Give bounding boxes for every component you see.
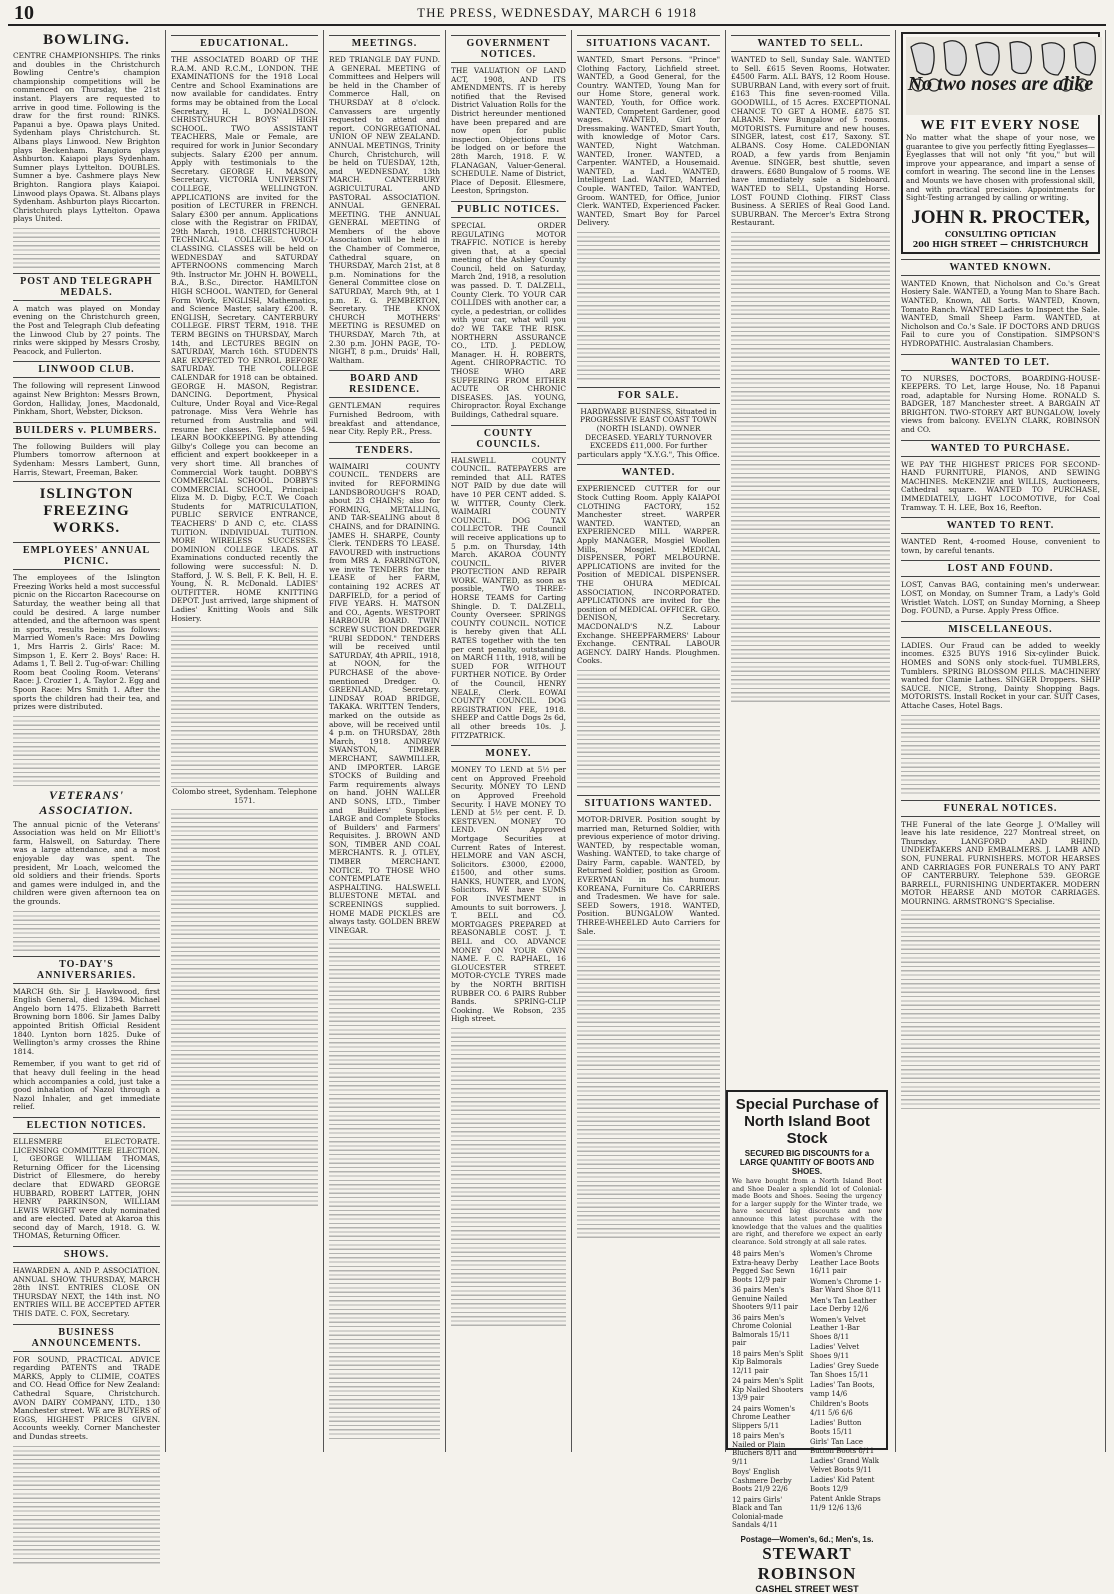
lost-found-heading: LOST AND FOUND. [901,560,1100,577]
boot-ad-item: Ladies' Grand Walk Velvet Boots 9/11 [810,1457,879,1474]
veterans-heading: VETERANS' ASSOCIATION. [39,787,134,817]
optician-body: No matter what the shape of your nose, we guarantee to give you perfectly fitting Eyeglasses—Eyeglasses that will not only "fit you," but will improve your appearance, and impart a sense of comfort in wearing. The second line in the Lenses and Mounts we have chosen with professional skill, and with practical precision. Appointments for Sight-Testing arranged by calling or writing. [906,133,1095,203]
government-body: THE VALUATION OF LAND ACT, 1908, AND ITS AMENDMENTS. IT is hereby notified that the Revised District Valuation Rolls for the District hereunder mentioned have been prepared and are now open for public inspection. Objections must be lodged on or before the 28th March, 1918. F. W. FLANAGAN, Valuer-General. SCHEDULE. Name of District, Place of Deposit. Ellesmere, Leeston, Springston. [451,66,566,196]
for-sale-heading: FOR SALE. [577,387,720,404]
to-purchase-heading: WANTED TO PURCHASE. [901,440,1100,457]
business-heading: BUSINESS ANNOUNCEMENTS. [13,1324,160,1352]
column-2 [166,30,324,1452]
boot-ad-store-name: STEWART ROBINSON [757,1543,857,1583]
optician-address: 200 HIGH STREET — CHRISTCHURCH [912,238,1089,249]
column-1 [8,30,166,1452]
column-4 [446,30,572,1452]
boot-ad-item: Ladies' Grey Suede Tan Shoes 15/11 [810,1362,879,1379]
boot-ad-item: 48 pairs Men's Extra-heavy Derby Pegged Sac Sewn Boots 12/9 pair [732,1250,799,1284]
to-let-heading: WANTED TO LET. [901,354,1100,371]
boot-ad-item: 18 pairs Men's Split Kip Balmorals 12/11 pair [732,1349,804,1375]
government-heading: GOVERNMENT NOTICES. [451,35,566,63]
boot-ad-item: Ladies' Kid Patent Boots 12/9 [810,1476,875,1493]
for-sale-body: HARDWARE BUSINESS, Situated in PROGRESSIVE EAST COAST TOWN (NORTH ISLAND). OWNER DECEASED. YEARLY TURNOVER EXCEEDS £11,000. For further particulars apply "X.Y.G.", This Office. [577,406,720,459]
board-heading: BOARD AND RESIDENCE. [329,370,440,398]
boot-ad-item: Men's Tan Leather Lace Derby 12/6 [810,1296,877,1314]
boot-ad-postage: Postage—Women's, 6d.; Men's, 1s. [740,1534,874,1544]
educational-footer-line: Colombo street, Sydenham. Telephone 1571. [172,787,317,805]
situations-wanted-heading: SITUATIONS WANTED. [577,795,720,812]
boot-ad-item: Women's Chrome 1-Bar Ward Shoe 8/11 [810,1277,882,1295]
board-body: GENTLEMAN requires Furnished Bedroom, with breakfast and attendance, near City. Reply P.R., Press. [329,401,440,437]
situations-vacant-heading: SITUATIONS VACANT. [577,35,720,52]
shows-heading: SHOWS. [13,1246,160,1263]
boot-ad-item: 24 pairs Women's Chrome Leather Slippers 5/11 [732,1404,795,1430]
post-tel-heading: POST AND TELEGRAPH MEDALS. [13,273,160,301]
post-tel-body: A match was played on Monday evening on the Christchurch green, the Post and Telegraph Club defeating the Linwood Club by 27 points. The rinks were skipped by Messrs Crosby, Peacock, and Fullerton. [13,303,160,356]
bowling-heading: BOWLING. [43,32,130,48]
county-body: HALSWELL COUNTY COUNCIL. RATEPAYERS are reminded that ALL RATES NOT PAID by due date will have 10 PER CENT added. S. W. WITTER, County Clerk. WAIMAIRI COUNTY COUNCIL. DOG TAX COLLECTOR. THE Council will receive applications up to 5 p.m. on Thursday, 14th March. AKAROA COUNTY COUNCIL. RIVER PROTECTION AND REPAIR WORK. WANTED, as soon as possible, TWO THREE-HORSE TEAMS for Carting Shingle. D. T. DALZELL, County Overseer. SPRINGS COUNTY COUNCIL. NOTICE is hereby given that ALL RATES together with the ten per cent penalty, outstanding on MARCH 11th, 1918, will be SUED FOR WITHOUT FURTHER NOTICE. By Order of the Council, HENRY NEALE, Clerk. EOWAI COUNTY COUNCIL. DOG REGISTRATION FEE, 1918. SHEEP and Cattle Dogs 2s 6d, all other breeds 10s. J. FITZPATRICK. [451,455,566,740]
tenders-heading: TENDERS. [329,442,440,459]
boot-ad-item: Ladies' Tan Boots, vamp 14/6 [810,1381,875,1398]
boot-ad-intro: We have bought from a North Island Boot and Shoe Dealer a splendid lot of Colonial-made Boots and Shoes. Seeing the urgency for a larger supply for the Winter trade, we have secured big discounts and now announce this latest purchase with the knowledge that the values and the qualities are right, and therefore we expect an early clearance. Sold strongly at all sale rates. [732,1177,882,1246]
column-5 [572,30,726,1452]
situations-wanted-body: MOTOR-DRIVER. Position sought by married man, Returned Soldier, with previous experience of motor driving. WANTED, by respectable woman, Washing. WANTED, to take charge of Dairy Farm, capable. WANTED, by Returned Soldier, position as Groom. EVERYMAN in his humour. KOREANA, Furniture Co. CARRIERS and Tradesmen. We have for sale. SEED Sowers, 1918. WANTED, Position. BUNGALOW Wanted. THREE-WHEELED Auto Carriers for Sale. [577,814,720,936]
column-7 [896,30,1106,1452]
boot-ad-item: 36 pairs Men's Chrome Colonial Balmorals 15/11 pair [732,1313,792,1348]
linwood-body: The following will represent Linwood against New Brighton: Messrs Brown, Gordon, Halliday, Jones, Macdonald, Pinkham, Short, Webster, Dickson. [13,381,160,417]
boot-ad-item: Boys' English Cashmere Derby Boots 21/9 22/6 [732,1468,792,1494]
election-body: ELLESMERE ELECTORATE. LICENSING COMMITTEE ELECTION. I, GEORGE WILLIAM THOMAS, Returning Officer for the Licensing District of Ellesmere, do hereby declare that EDWARD GEORGE HUBBARD, ROBERT LATTER, JOHN HENRY PARKINSON, WILLIAM LEWIS WRIGHT were duly nominated and are elected. Dated at Akaroa this second day of March, 1918. G. W. THOMAS, Returning Officer. [13,1136,160,1241]
money-heading: MONEY. [451,745,566,762]
wanted-to-sell-body: WANTED to Sell, Sunday Sale. WANTED to Sell. £615 Seven Rooms, Hotwater. £4500 Farm. ALL BAYS, 12 Room House. SUBURBAN Land, with every sort of fruit. £163 This fine seven-roomed Villa. GOODWILL, of 15 Acres. EXCEPTIONAL CHANCE TO GET A HOME. £875 ST. ALBANS. New Bungalow of 5 rooms. MOTORISTS. Furniture and new houses. SINGER, latest, cost £17, Saxony. ST. ALBANS. Cosy Home. CALEDONIAN ROAD, a few yards from Benjamin Avenue. SINGER, best shuttle, seven drawers. £680 Bungalow of 5 rooms. WE have immediately sale a Sideboard. WANTED to SELL, Upstanding Horse. LOST FOUND Clothing. FIRST Class Business. A SERIES of Real Good Land. SUBURBAN. The Mercer's Extra Strong Restaurant. [731,55,890,228]
boot-ad-item: Girls' Tan Lace Button Boots 8/11 [810,1438,875,1455]
bowling-body: CENTRE CHAMPIONSHIPS. The rinks and doubles in the Christchurch Bowling Centre's champion championship competitions will be commenced on Thursday, the 21st instant. Players are requested to arrive in good time. Following is the draw for the first round: RINKS. Papanui a bye. Opawa plays United. Sydenham plays Christchurch. St. Albans plays Linwood. New Brighton plays Beckenham. Rangiora plays Ashburton. Kaiapoi plays Sydenham. Sumner plays Lyttelton. DOUBLES. Sumner a bye. Cashmere plays New Brighton. Rangiora plays Kaiapoi. Linwood plays Opawa. St. Albans plays Sydenham. Ashburton plays Riccarton. Christchurch plays Lyttelton. Opawa plays United. [13,51,160,224]
optician-title: CONSULTING OPTICIAN [944,228,1057,239]
miscellaneous-heading: MISCELLANEOUS. [901,621,1100,638]
builders-body: The following Builders will play Plumbers tomorrow afternoon at Sydenham: Messrs Lambert, Gunn, Harris, Stewart, Freeman, Baker. [13,441,160,477]
to-purchase-body: WE PAY THE HIGHEST PRICES FOR SECOND-HAND FURNITURE, PIANOS, AND SEWING MACHINES. McKENZIE and WILLIS, Auctioneers, Cathedral square. WANTED TO PURCHASE, IMMEDIATELY, LIGHT LOCOMOTIVE, for Coal Tramway. T. H. LEE, Box 16, Reefton. [901,459,1100,512]
wanted-to-sell-heading: WANTED TO SELL. [731,35,890,52]
boot-ad-address: CASHEL STREET WEST [755,1583,859,1594]
page-number: 10 [14,2,34,24]
islington-body: The employees of the Islington Freezing Works held a most successful picnic on the Riccarton Racecourse on Saturday, the weather being all that could be desired. A large number attended, and the afternoon was spent in sports, results being as follows: Married Women's Race: Mrs Dowling 1, Mrs Harris 2. Girls' Race: M. Simpson 1, E. Kerr 2. Boys' Race: H. Adams 1, T. Bell 2. Tug-of-war: Chilling Room beat Cooling Room. Veterans' Race: J. Crozier 1, A. Taylor 2. Egg and Spoon Race: Mrs Smith 1. After the sports the children had their tea, and prizes were distributed. [13,573,160,712]
boot-stock-advertisement [726,1090,888,1594]
election-heading: ELECTION NOTICES. [13,1117,160,1134]
nazol-notice: Remember, if you want to get rid of that heavy dull feeling in the head which accompanies a cold, just take a good inhalation of Nazol through a Nazol Inhaler, and get immediate relief. [13,1059,160,1112]
linwood-heading: LINWOOD CLUB. [13,361,160,378]
boot-ad-item: Patent Ankle Straps 11/9 12/6 13/6 [810,1495,881,1512]
boot-ad-item: 24 pairs Men's Split Kip Nailed Shooters 13/9 pair [732,1377,804,1403]
optician-headline: WE FIT EVERY NOSE [920,118,1081,133]
column-3 [324,30,446,1452]
boot-ad-subtitle: SECURED BIG DISCOUNTS for a LARGE QUANTITY OF BOOTS AND SHOES. [739,1149,875,1176]
optician-tagline: No two noses are alike [907,73,1094,95]
islington-heading: ISLINGTON FREEZING WORKS. [39,486,134,537]
builders-heading: BUILDERS v. PLUMBERS. [13,422,160,439]
anniversaries-heading: TO-DAY'S ANNIVERSARIES. [13,956,160,984]
meetings-heading: MEETINGS. [329,35,440,52]
boot-ad-item: 12 pairs Girls' Black and Tan Colonial-made Sandals 4/11 [732,1495,783,1530]
wanted-heading: WANTED. [577,464,720,481]
boot-ad-item: Women's Velvet Leather 1-Bar Shoes 8/11 [810,1315,866,1341]
to-let-body: TO NURSES, DOCTORS, BOARDING-HOUSE-KEEPERS. TO Let, large House, No. 18 Papanui road, adaptable for Nursing Home. RONALD S. BADGER, 187 Manchester street. A BARGAIN AT BRIGHTON. TWO-STOREY ART BUNGALOW, lovely views from balcony. EVELYN CLARK, ROBINSON and CO. [901,373,1100,435]
miscellaneous-body: LADIES. Our Fraud can be added to weekly incomes. £325 BUYS 1916 Six-cylinder Buick. HOMES and SONS only stock-fuel. TUMBLERS, Tumblers. SPRING BLOSSOM PILLS. MACHINERY wanted for Clamie Lathes. SINGER Droppers. SHIP SAUCE. NICE, Strong, Dainty Shopping Bags. MOTORISTS. Install Rocket in your car. SUIT Cases, Attache Cases, Hotel Bags. [901,640,1100,710]
optician-name: JOHN R. PROCTER, [911,206,1090,228]
boot-ad-left-list [732,1250,804,1532]
wanted-known-heading: WANTED KNOWN. [901,259,1100,276]
boot-ad-item: Women's Chrome Leather Lace Boots 16/11 pair [810,1250,880,1276]
lost-found-body: LOST, Canvas BAG, containing men's underwear. LOST, on Monday, on Sumner Tram, a Lady's Gold Wristlet Watch. LOST, on Sunday Morning, a Sheep Dog. FOUND, a Purse. Apply Press Office. [901,580,1100,616]
shows-body: HAWARDEN A. AND P. ASSOCIATION. ANNUAL SHOW. THURSDAY, MARCH 28th INST. ENTRIES CLOSE ON THURSDAY NEXT, the 14th inst. NO ENTRIES WILL BE ACCEPTED AFTER THIS DATE. C. FOX, Secretary. [13,1266,160,1319]
page-header [8,2,1106,26]
county-heading: COUNTY COUNCILS. [451,425,566,453]
optician-advertisement [901,32,1100,254]
funeral-heading: FUNERAL NOTICES. [901,800,1100,817]
situations-vacant-body: WANTED, Smart Persons. "Prince" Clothing Factory, Lichfield street. WANTED, a Good General, for the Country. WANTED, Young Man for our Home Store, general work. WANTED, Youth, for Office work. WANTED, Competent Gardener, good wages. WANTED, Girl for Dressmaking. WANTED, Smart Youth, with knowledge of Motor Cars. WANTED, Night Watchman. WANTED, Ironer. WANTED, a Carpenter. WANTED, a Housemaid. WANTED, a Lad. WANTED, Intelligent Lad. WANTED, Married Couple. WANTED, Tailor. WANTED, Groom. WANTED, for Office, Junior Clerk. WANTED, Experienced Packer. WANTED, Smart Boy for Parcel Delivery. [577,55,720,228]
funeral-body: THE Funeral of the late George J. O'Malley will leave his late residence, 227 Montreal street, on Thursday. LANGFORD AND RHIND, UNDERTAKERS AND EMBALMERS. J. LAMB AND SON, FUNERAL FURNISHERS. MOTOR HEARSES AND CARRIAGES FOR FUNERALS TO ANY PART OF CANTERBURY. Telephone 539. GEORGE BARRELL, FURNISHING UNDERTAKER. MODERN MOTOR HEARSE AND MOTOR CARRIAGES. MOURNING. ARMSTRONG'S Specialise. [901,819,1100,906]
veterans-body: The annual picnic of the Veterans' Association was held on Mr Elliott's farm, Halswell, on Saturday. There was a large attendance, and a most enjoyable day was spent. The president, Mr Loach, welcomed the old soldiers and their friends. Sports and games were indulged in, and the children were given afternoon tea on the grounds. [13,819,160,907]
wanted-known-body: WANTED Known, that Nicholson and Co.'s Great Hosiery Sale. WANTED, a Young Man to Share Bach. WANTED, Known, All Sorts. WANTED, Known, Tomato Ranch. WANTED Ladies to Inspect the Sale. WANTED, Small Sheep Farm. WANTED, at Nicholson and Co.'s Sale. IF DOCTORS AND DRUGS Fail to cure you of Constipation. SIMPSON'S HYDROPATHIC. Australasian Chambers. [901,278,1100,348]
to-rent-heading: WANTED TO RENT. [901,517,1100,534]
boot-ad-item: Children's Boots 4/11 5/6 6/6 [810,1400,869,1417]
boot-ad-title: Special Purchase of North Island Boot Stock [735,1096,879,1147]
to-rent-body: WANTED Rent, 4-roomed House, convenient to town, by careful tenants. [901,537,1100,555]
public-body: SPECIAL ORDER REGULATING MOTOR TRAFFIC. NOTICE is hereby given that, at a special meeting of the Ashley County Council, held on Saturday, March 2nd, 1918, a resolution was passed. D. T. DALZELL, County Clerk. TO YOUR CAR COLLIDES with another car, a cycle, a pedestrian, or collides with your car, what will you do? WE TAKE THE RISK. NORTHERN ASSURANCE CO., LTD. J. PEDLOW, Manager. H. H. ROBERTS, Agent. CHIROPRACTIC. TO THOSE WHO ARE SUFFERING FROM EITHER ACUTE OR CHRONIC DISEASES. JAS. YOUNG, Chiropractor. Royal Exchange Buildings, Cathedral square. [451,220,566,419]
educational-body: THE ASSOCIATED BOARD OF THE R.A.M. AND R.C.M., LONDON. THE EXAMINATIONS for the 1918 Local Centre and School Examinations are now available for candidates. Entry forms may be obtained from the Local Secretary, H. L. DONALDSON. CHRISTCHURCH BOYS' HIGH SCHOOL. TWO ASSISTANT TEACHERS, Male or Female, are required for work in Junior Secondary subjects. Salary £200 per annum. Apply with testimonials to the Secretary. GEORGE H. MASON, Secretary. VICTORIA UNIVERSITY COLLEGE, WELLINGTON. APPLICATIONS are invited for the position of LECTURER in FRENCH. Salary £300 per annum. Applications close with the Registrar on FRIDAY, 29th March, 1918. CHRISTCHURCH TECHNICAL COLLEGE. WOOL-CLASSING. CLASSES will be held on WEDNESDAY and SATURDAY AFTERNOONS commencing March 9th. Instructor Mr. JOHN H. BOWELL, B.A., B.Sc., Director. HAMILTON HIGH SCHOOL. WANTED, for General Form Work, ENGLISH, Mathematics, and Science Master, salary £200. R. ENGLISH, Secretary. CANTERBURY COLLEGE. FIRST TERM, 1918. THE TERM BEGINS on THURSDAY, March 14th, and LECTURES BEGIN on SATURDAY, March 16th. STUDENTS ARE EXPECTED TO ENROL BEFORE SATURDAY. THE COLLEGE CALENDAR for 1918 can be obtained. GEORGE H. MASON, Registrar. DANCING. Deportment, Physical Culture, Under Royal and Vice-Regal patronage. Miss Vera Wehrle has returned from Australia and will resume her classes. Telephone 594. LEARN BOOKKEEPING. By attending Gilby's College you can become an efficient and expert bookkeeper in a very short time. All branches of Commercial Work taught. DOBBY'S COMMERCIAL SCHOOL. DOBBY'S COMMERCIAL SCHOOL, Principal: Eliza M. D. Digby, F.C.T. We Coach Students for MATRICULATION, PUBLIC SERVICE ENTRANCE, TEACHERS' D AND C, etc. CLASS TUITION. INDIVIDUAL TUITION. MORE WIRELESS SUCCESSES. DOMINION COLLEGE LEADS. AT Examinations conducted recently the following were successful: N. D. Stafford, J. W. S. Bell, F. K. Bell, H. E. Young, N. R. McDonald. LADIES' OUTFITTER. HOME KNITTING DEPOT. Just arrived, large shipment of Ladies' Knitting Wools and Silk Hosiery. [171,55,318,623]
boot-ad-right-list [810,1250,882,1532]
boot-ad-item: Ladies' Velvet Shoes 9/11 [810,1343,860,1360]
public-heading: PUBLIC NOTICES. [451,201,566,218]
business-body: FOR SOUND, PRACTICAL ADVICE regarding PATENTS and TRADE MARKS, Apply to CLIMIE, COATES and CO. Head Office for New Zealand: Cathedral Square, Christchurch. AVON DAIRY COMPANY, LTD., 130 Manchester street. WE are BUYERS of EGGS, HIGHEST PRICES GIVEN. Accounts weekly. Corner Manchester and Dundas streets. [13,1354,160,1441]
money-body: MONEY TO LEND at 5½ per cent on Approved Freehold Security. MONEY TO LEND on Approved Freehold Security. I HAVE MONEY TO LEND at 5½ per cent. F. D. KESTEVEN. MONEY TO LEND. ON Approved Mortgage Securities at Current Rates of Interest. HELMORE and VAN ASCH, Solicitors. £3000, £2000, £1500, and other sums. HANKS, HUNTER, and LYON, Solicitors. WE have SUMS FOR INVESTMENT in Amounts to suit borrowers. J. T. BELL and CO. MORTGAGES PREPARED at REASONABLE COST. J. T. BELL and CO. ADVANCE MONEY ON YOUR OWN NAME. F. C. RAPHAEL, 16 GLOUCESTER STREET. MOTOR-CYCLE TYRES made by the NORTH BRITISH RUBBER CO. 6 PAIRS Rubber Bands. SPRING-CLIP Cooking. We Robson, 235 High street. [451,765,566,1024]
boot-ad-item: 36 pairs Men's Genuine Nailed Shooters 9/11 pair [732,1286,799,1312]
tenders-body: WAIMAIRI COUNTY COUNCIL. TENDERS are invited for REFORMING LANDSBOROUGH'S ROAD, about 23 CHAINS; also for FORMING, METALLING, AND TAR-SEALING about 8 CHAINS, and for DRAINING. JAMES H. SHARPE, County Clerk. TENDERS TO LEASE. FAVOURED with instructions from MRS A. FARRINGTON, we invite TENDERS for the LEASE of her FARM, containing 192 ACRES AT DARFIELD, for a period of FIVE YEARS. H. MATSON and CO., Agents. WESTPORT HARBOUR BOARD. TWIN SCREW SUCTION DREDGER "RUBI SEDDON." TENDERS will be received until SATURDAY, 4th APRIL, 1918, at NOON, for the PURCHASE of the above-mentioned Dredger. O. GREENLAND, Secretary. LINDSAY ROAD BRIDGE, TAKAKA. WRITTEN Tenders, marked on the outside as above, will be received until 4 p.m. on THURSDAY, 28th March, 1918. ANDREW SWANSTON, TIMBER MERCHANT, SAWMILLER, AND IMPORTER. LARGE STOCKS of Building and Farm requirements always on hand. JOHN WALLER AND SONS, LTD., Timber and Builders' Supplies. LARGE and Complete Stocks of Builders' and Farmers' Requisites. J. BROWN AND SON, TIMBER AND COAL MERCHANTS. R. J. OTLEY, TIMBER MERCHANT. NOTICE. TO THOSE WHO CONTEMPLATE ASPHALTING. HALSWELL BLUESTONE METAL and SCREENINGS supplied. HOME MADE PICKLES are always tasty. GOLDEN BREW VINEGAR. [329,461,440,935]
meetings-body: RED TRIANGLE DAY FUND. A GENERAL MEETING of Committees and Helpers will be held in the Chamber of Commerce Hall, on THURSDAY at 8 o'clock. Canvassers are urgently requested to attend and report. CONGREGATIONAL UNION OF NEW ZEALAND. ANNUAL MEETINGS, Trinity Church, Christchurch, will be held on TUESDAY, 12th, and WEDNESDAY, 13th MARCH. CANTERBURY AGRICULTURAL AND PASTORAL ASSOCIATION. ANNUAL GENERAL MEETING. THE ANNUAL GENERAL MEETING of Members of the above Association will be held in the Chamber of Commerce, Cathedral square, on THURSDAY, March 21st, at 8 p.m. Nominations for the General Committee close on SATURDAY, March 9th, at 1 p.m. E. G. PEMBERTON, Secretary. THE KNOX CHURCH MOTHERS' MEETING is RESUMED on THURSDAY, March 7th, at 2.30 p.m. JOHN PAGE, TO-NIGHT, 8 p.m., Druids' Hall, Waltham. [329,55,440,365]
boot-ad-item: 18 pairs Men's Nailed or Plain Bluchers 8/11 and 9/11 [732,1432,797,1466]
educational-heading: EDUCATIONAL. [171,35,318,52]
wanted-body: EXPERIENCED CUTTER for our Stock Cutting Room. Apply KAIAPOI CLOTHING FACTORY, 152 Manchester street. WARPER WANTED. WANTED, an EXPERIENCED MILL WARPER. Apply MANAGER, Mosgiel Woollen Mills, Mosgiel. MEDICAL DISPENSER, PORT MELBOURNE. APPLICATIONS are invited for the Position of MEDICAL DISPENSER. THE OHURA MEDICAL ASSOCIATION, INCORPORATED. APPLICATIONS are invited for the position of MEDICAL OFFICER. GEO. DENISON, Secretary. MACDONALD'S N.Z. Labour Exchange. SHEEPFARMERS' Labour Exchange. CENTRAL LABOUR AGENCY. DAIRY Hands. Ploughmen. Cooks. [577,484,720,666]
boot-ad-item: Ladies' Button Boots 15/11 [810,1419,862,1436]
masthead: THE PRESS, WEDNESDAY, MARCH 6 1918 [417,5,697,20]
anniversaries-body: MARCH 6th. Sir J. Hawkwood, first English General, died 1394. Michael Angelo born 1475. Elizabeth Barrett Browning born 1806. Sir James Dalby appointed British Official Resident 1840. Lynton born 1825. Duke of Wellington's army crosses the Rhine 1814. [13,986,160,1056]
islington-subheading: EMPLOYEES' ANNUAL PICNIC. [13,542,160,570]
